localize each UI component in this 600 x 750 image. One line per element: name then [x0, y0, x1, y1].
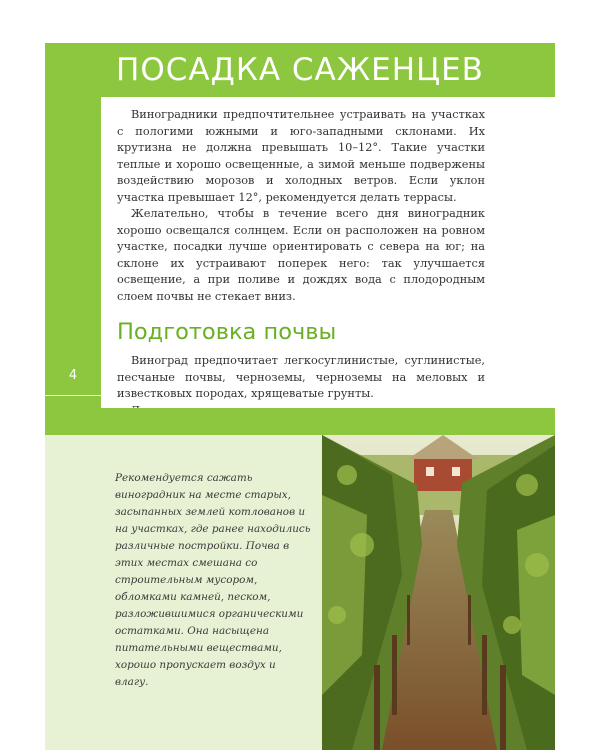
- vineyard-photo: [322, 435, 555, 750]
- sidebar-divider: [45, 395, 101, 396]
- paragraph: Виноградники предпочтительнее устраивать на участках с пологими южными и юго-западными склонами. Их крутизна не должна превышать 10–12°. Такие участки теплые и хорошо освещенные, а зимой меньше подвержены воздействию морозов и холодных ветров. Если уклон участка превышает 12°, рекомендуется делать террасы.: [117, 108, 485, 204]
- paragraph: Желательно, чтобы в течение всего дня виноградник хорошо освещался солнцем. Если он расположен на ровном участке, посадки лучше ориентировать с севера на юг; на склоне их устраивают поперек него: так улучшается освещение, а при поливе и дождях вода с плодородным слоем почвы не стекает вниз.: [117, 207, 485, 303]
- bottom-green-band: [45, 408, 555, 435]
- main-text: [117, 107, 485, 452]
- paragraph: Виноград предпочитает легкосуглинистые, суглинистые, песчаные почвы, черноземы, черноземы на меловых и известковых породах, хрящеватые грунты.: [117, 354, 485, 400]
- left-sidebar-band: [45, 97, 101, 408]
- caption-text: Рекомендуется сажать виноградник на месте старых, засыпанных землей котлованов и на участках, где ранее находились различные постройки. Почва в этих местах смешана со строительным мусором, обломками камней, песком, разложившимися органическими остатками. Она насыщена питательными веществами, хорошо пропускает воздух и влагу.: [115, 472, 311, 688]
- section-heading: Подготовка почвы: [117, 319, 337, 345]
- page-number: 4: [68, 368, 78, 383]
- vineyard-illustration: [322, 435, 555, 750]
- page-title: ПОСАДКА САЖЕНЦЕВ: [116, 52, 484, 88]
- top-margin: [45, 0, 555, 43]
- title-band: [45, 43, 555, 97]
